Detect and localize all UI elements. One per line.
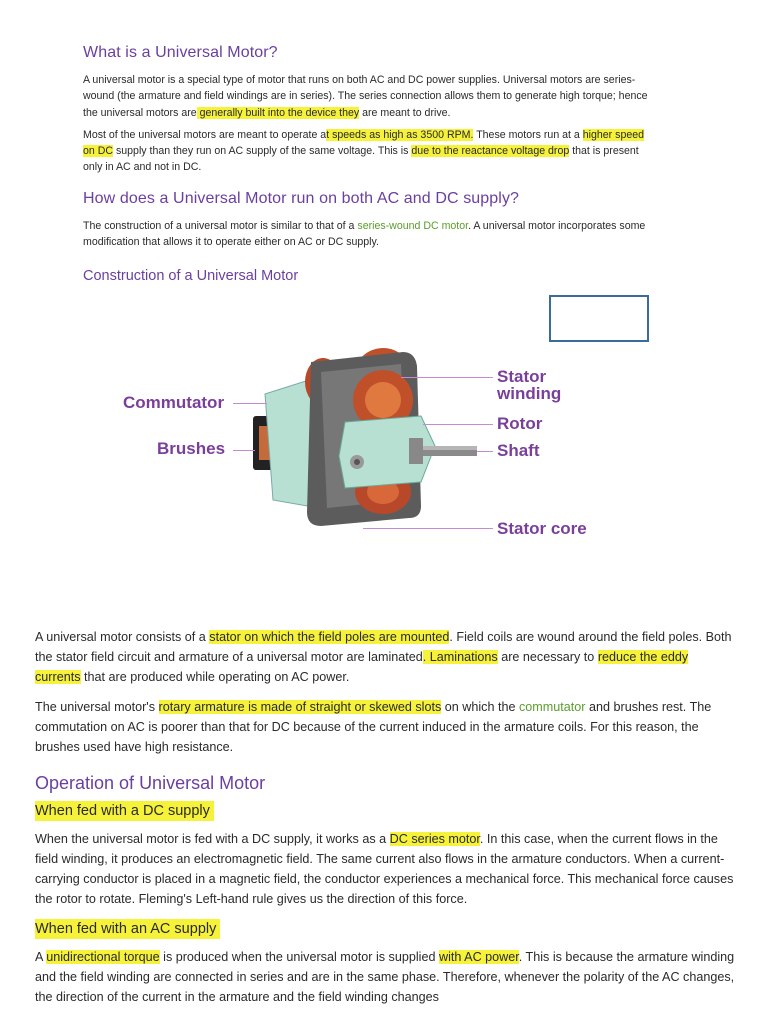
label-stator-winding-line1: Stator (497, 367, 547, 386)
motor-diagram (83, 296, 653, 566)
label-stator-winding-line2: winding (497, 384, 562, 403)
heading-ac-supply: When fed with an AC supply (35, 919, 220, 939)
leader-shaft (477, 451, 493, 452)
leader-commutator (233, 403, 267, 404)
heading-dc-supply: When fed with a DC supply (35, 801, 214, 821)
heading-construction: Construction of a Universal Motor (83, 268, 299, 285)
heading-what-is-universal-motor: What is a Universal Motor? (83, 44, 278, 61)
paragraph-speed: Most of the universal motors are meant to operate at speeds as high as 3500 RPM. These motors run at a higher speed on DC supply than they run on AC supply of the same voltage. This is due to the reactance voltage drop that is present only in AC and not in DC. (83, 128, 645, 174)
link-commutator[interactable]: commutator (519, 700, 586, 714)
paragraph-armature: The universal motor's rotary armature is made of straight or skewed slots on which the commutator and brushes rest. The commutation on AC is poorer than that for DC because of the current induced in the armature coils. For this reason, the brushes used have high resistance. (35, 700, 712, 754)
label-commutator: Commutator (123, 393, 225, 412)
paragraph-definition: A universal motor is a special type of motor that runs on both AC and DC power supplies. Universal motors are series-wound (the armature and field windings are in series). The series connection allows them to generate high torque; hence the universal motors are generally built into the device they are meant to drive. (83, 74, 648, 119)
heading-operation: Operation of Universal Motor (35, 773, 266, 793)
heading-ac-dc-supply: How does a Universal Motor run on both AC and DC supply? (83, 189, 520, 207)
leader-stator-winding (401, 377, 493, 378)
paragraph-ac-operation: A unidirectional torque is produced when the universal motor is supplied with AC power. This is because the armature winding and the field winding are connected in series and are in the same phase. Therefore, whenever the polarity of the AC changes, the direction of the current in the armature and the field winding changes (35, 950, 735, 1004)
leader-rotor (423, 424, 493, 425)
construction-details-section (35, 627, 735, 1017)
label-brushes: Brushes (157, 439, 226, 458)
label-rotor: Rotor (497, 414, 543, 433)
label-stator-core: Stator core (497, 519, 587, 538)
paragraph-construction-intro: The construction of a universal motor is similar to that of a series-wound DC motor. A universal motor incorporates some modification that allows it to operate either on AC or DC supply. (83, 219, 646, 249)
leader-brushes (233, 450, 255, 451)
label-shaft: Shaft (497, 441, 540, 460)
link-series-wound-dc-motor[interactable]: series-wound DC motor (357, 219, 469, 232)
paragraph-dc-operation: When the universal motor is fed with a DC supply, it works as a DC series motor. In this case, when the current flows in the field winding, it produces an electromagnetic field. The same current also flows in the armature conductors. When a current-carrying conductor is placed in a magnetic field, the conductor experiences a mechanical force. This mechanical force causes the rotor to rotate. Fleming's Left-hand rule gives us the direction of this force. (35, 832, 734, 906)
leader-stator-core (363, 528, 493, 529)
paragraph-stator: A universal motor consists of a stator on which the field poles are mounted. Field coils are wound around the field poles. Both the stator field circuit and armature of a universal motor are laminated. Laminations are necessary to reduce the eddy currents that are produced while operating on AC power. (35, 630, 732, 684)
intro-section (83, 44, 655, 284)
